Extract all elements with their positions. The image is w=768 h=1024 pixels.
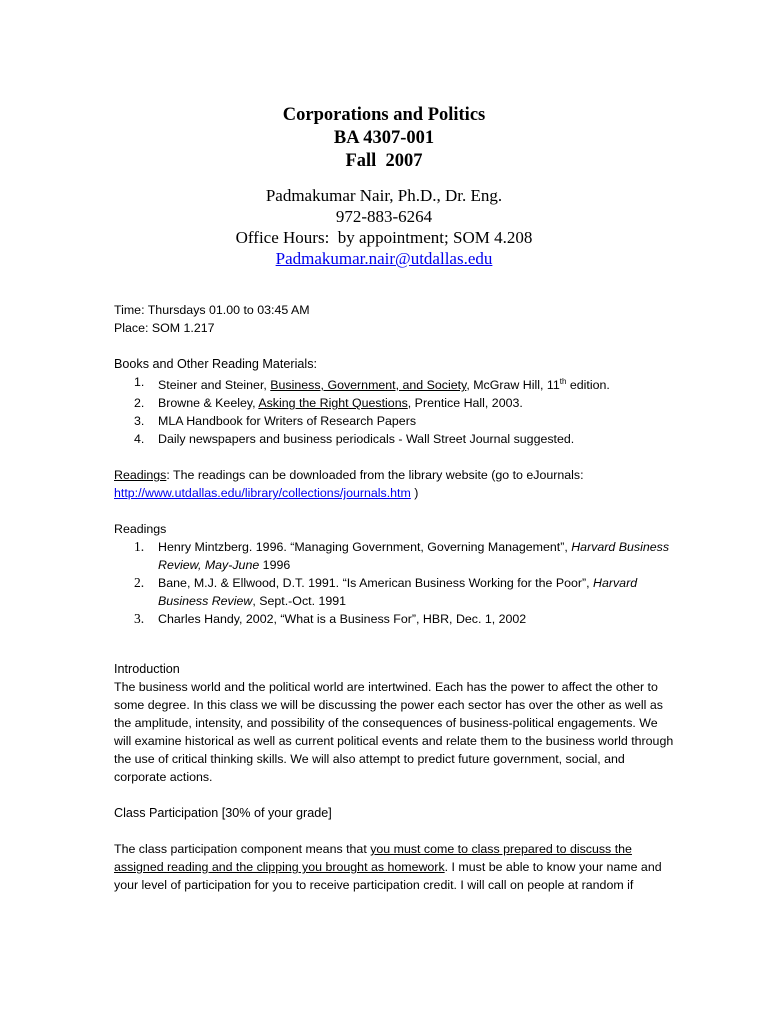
instructor-name: Padmakumar Nair, Ph.D., Dr. Eng. (265, 186, 503, 205)
course-code: BA 4307-001 (333, 128, 435, 148)
instructor-email-link[interactable]: Padmakumar.nair@utdallas.edu (275, 249, 493, 268)
readings-list (114, 538, 674, 628)
list-item: 2. Browne & Keeley, Asking the Right Questions, Prentice Hall, 2003. (134, 396, 523, 411)
introduction-heading: Introduction (114, 662, 180, 677)
office-hours: Office Hours: by appointment; SOM 4.208 (235, 228, 533, 247)
participation-text: The class participation component means that you must come to class prepared to discuss the assigned reading and the clipping you brought as homework. I must be able to know your name and your level of participation for you to receive participation credit. I will call on people at random if (114, 842, 662, 893)
list-item: 4. Daily newspapers and business periodicals - Wall Street Journal suggested. (134, 432, 575, 447)
list-item: 1. Henry Mintzberg. 1996. “Managing Government, Governing Management”, Harvard Business Review, May-June 1996 (134, 539, 670, 573)
class-time: Time: Thursdays 01.00 to 03:45 AM (114, 303, 310, 317)
list-item: 1. Steiner and Steiner, Business, Government, and Society, McGraw Hill, 11th edition. (134, 375, 610, 393)
journals-link[interactable]: http://www.utdallas.edu/library/collections/journals.htm (114, 486, 411, 501)
list-item: 3. MLA Handbook for Writers of Research Papers (134, 414, 417, 429)
books-heading: Books and Other Reading Materials: (114, 357, 318, 371)
course-term: Fall 2007 (345, 151, 423, 171)
syllabus-body (114, 301, 674, 894)
participation-heading: Class Participation [30% of your grade] (114, 806, 332, 821)
introduction-text: The business world and the political world are intertwined. Each has the power to affect the other to some degree. In this class we will be discussing the power each sector has over the other as well as the amplitude, intensity, and possibility of the consequences of business-political engagements. We will examine historical as well as current political events and relate them to the business world through the use of critical thinking skills. We will also attempt to predict future government, social, and corporate actions. (114, 680, 674, 785)
list-item: 2. Bane, M.J. & Ellwood, D.T. 1991. “Is American Business Working for the Poor”, Harvard Business Review, Sept.-Oct. 1991 (134, 575, 638, 609)
books-list (114, 373, 674, 448)
readings-heading: Readings (114, 522, 167, 537)
readings-note: Readings: The readings can be downloaded from the library website (go to eJournals: http://www.utdallas.edu/library/collections/journals.htm ) (114, 468, 584, 501)
syllabus-header (0, 104, 768, 269)
list-item: 3. Charles Handy, 2002, “What is a Business For”, HBR, Dec. 1, 2002 (134, 611, 527, 627)
class-place: Place: SOM 1.217 (114, 321, 215, 335)
course-title: Corporations and Politics (282, 105, 486, 125)
instructor-phone: 972-883-6264 (335, 207, 433, 226)
